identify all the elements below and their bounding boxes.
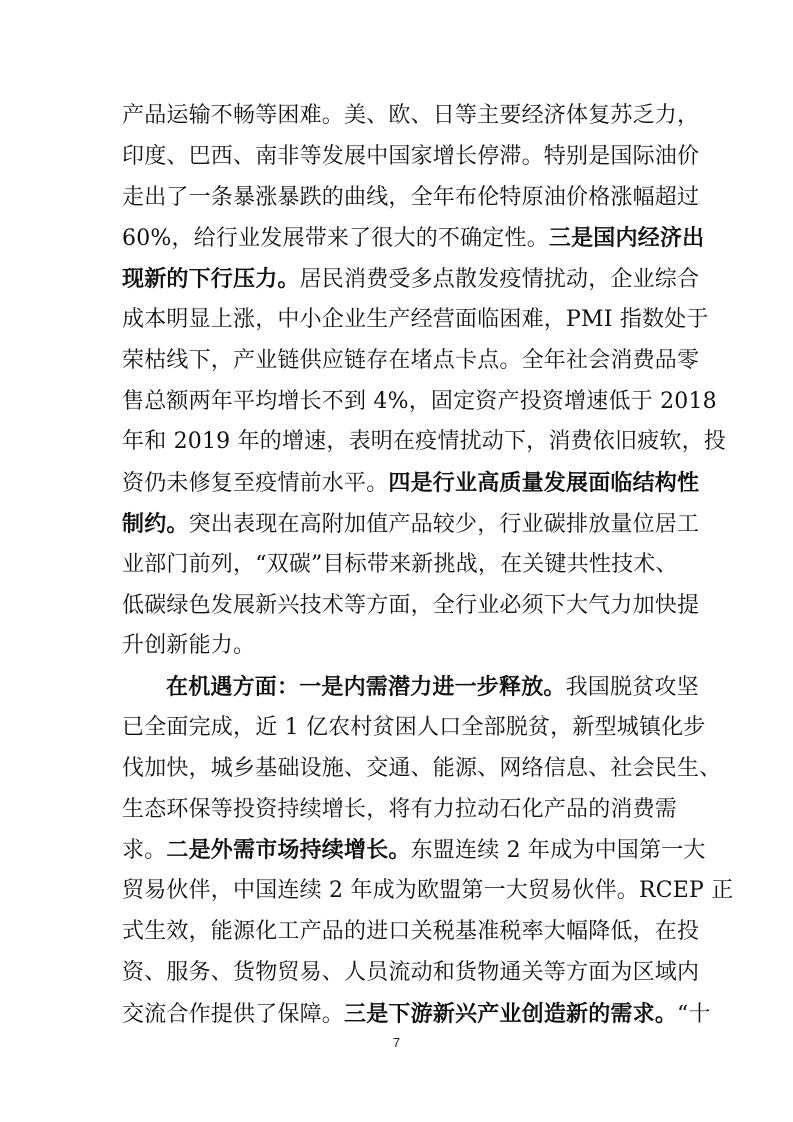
text-line [122,463,700,504]
text-segment: 我国脱贫攻坚 [565,675,699,701]
text-line [122,545,678,585]
text-segment: 荣枯线下，产业链供应链存在堵点卡点。全年社会消费品零 [122,347,700,373]
bold-text-segment: 制约。 [122,511,189,537]
text-segment: 生态环保等投资持续增长，将有力拉动石化产品的消费需 [122,796,678,822]
text-line [122,259,700,300]
text-line [122,178,700,218]
text-segment: 贸易伙伴，中国连续 2 年成为欧盟第一大贸易伙伴。RCEP 正 [122,878,734,904]
text-line [122,871,734,911]
text-segment: 求。 [122,838,167,864]
text-line [122,96,700,136]
text-line [122,218,705,259]
text-segment: 资、服务、货物贸易、人员流动和货物通关等方面为区域内 [122,959,700,985]
text-line [122,790,678,830]
text-segment: 居民消费受多点散发疫情扰动，企业综合 [299,267,700,293]
text-segment: 走出了一条暴涨暴跌的曲线，全年布伦特原油价格涨幅超过 [122,184,700,210]
bold-text-segment: 二是外需市场持续增长。 [166,837,411,864]
bold-text-segment: 在机遇方面：一是内需潜力进一步释放。 [166,674,566,701]
text-line [122,994,711,1035]
text-segment: 售总额两年平均增长不到 4%，固定资产投资增速低于 2018 [122,388,717,414]
text-line [122,382,717,422]
text-line [122,912,700,952]
text-line [122,504,700,545]
text-line [122,830,706,871]
text-line [122,953,700,993]
text-segment: 交流合作提供了保障。 [122,1001,345,1027]
text-line [122,708,706,748]
text-segment: 东盟连续 2 年成为中国第一大 [410,838,706,864]
text-segment: 产品运输不畅等困难。美、欧、日等主要经济体复苏乏力， [122,103,700,128]
text-segment: 业部门前列，“双碳”目标带来新挑战，在关键共性技术、 [122,551,678,577]
text-line [122,341,700,381]
text-line [122,137,700,177]
text-line [122,300,709,340]
text-segment: 突出表现在高附加值产品较少，行业碳排放量位居工 [188,512,700,537]
text-segment: 印度、巴西、南非等发展中国家增长停滞。特别是国际油价 [122,143,700,169]
text-segment: “十 [677,1001,711,1027]
text-line [122,422,726,462]
bold-text-segment: 四是行业高质量发展面临结构性 [388,470,700,497]
text-segment: 伐加快，城乡基础设施、交通、能源、网络信息、社会民生、 [122,755,722,781]
text-line [122,586,700,626]
text-line [122,749,722,789]
bold-text-segment: 三是国内经济出 [548,225,705,252]
text-segment: 低碳绿色发展新兴技术等方面，全行业必须下大气力加快提 [122,592,700,618]
text-segment: 年和 2019 年的增速，表明在疫情扰动下，消费依旧疲软，投 [122,429,726,455]
text-segment: 60%，给行业发展带来了很大的不确定性。 [122,226,549,252]
text-segment: 已全面完成，近 1 亿农村贫困人口全部脱贫，新型城镇化步 [122,715,706,740]
text-line [166,667,699,708]
text-segment: 资仍未修复至疫情前水平。 [122,471,389,497]
text-segment: 式生效，能源化工产品的进口关税基准税率大幅降低，在投 [122,919,700,944]
text-segment: 升创新能力。 [122,633,256,659]
text-segment: 成本明显上涨，中小企业生产经营面临困难，PMI 指数处于 [122,307,709,332]
text-line [122,626,674,666]
bold-text-segment: 现新的下行压力。 [122,266,300,293]
bold-text-segment: 三是下游新兴产业创造新的需求。 [344,1000,678,1027]
page-number: 7 [392,1035,401,1050]
